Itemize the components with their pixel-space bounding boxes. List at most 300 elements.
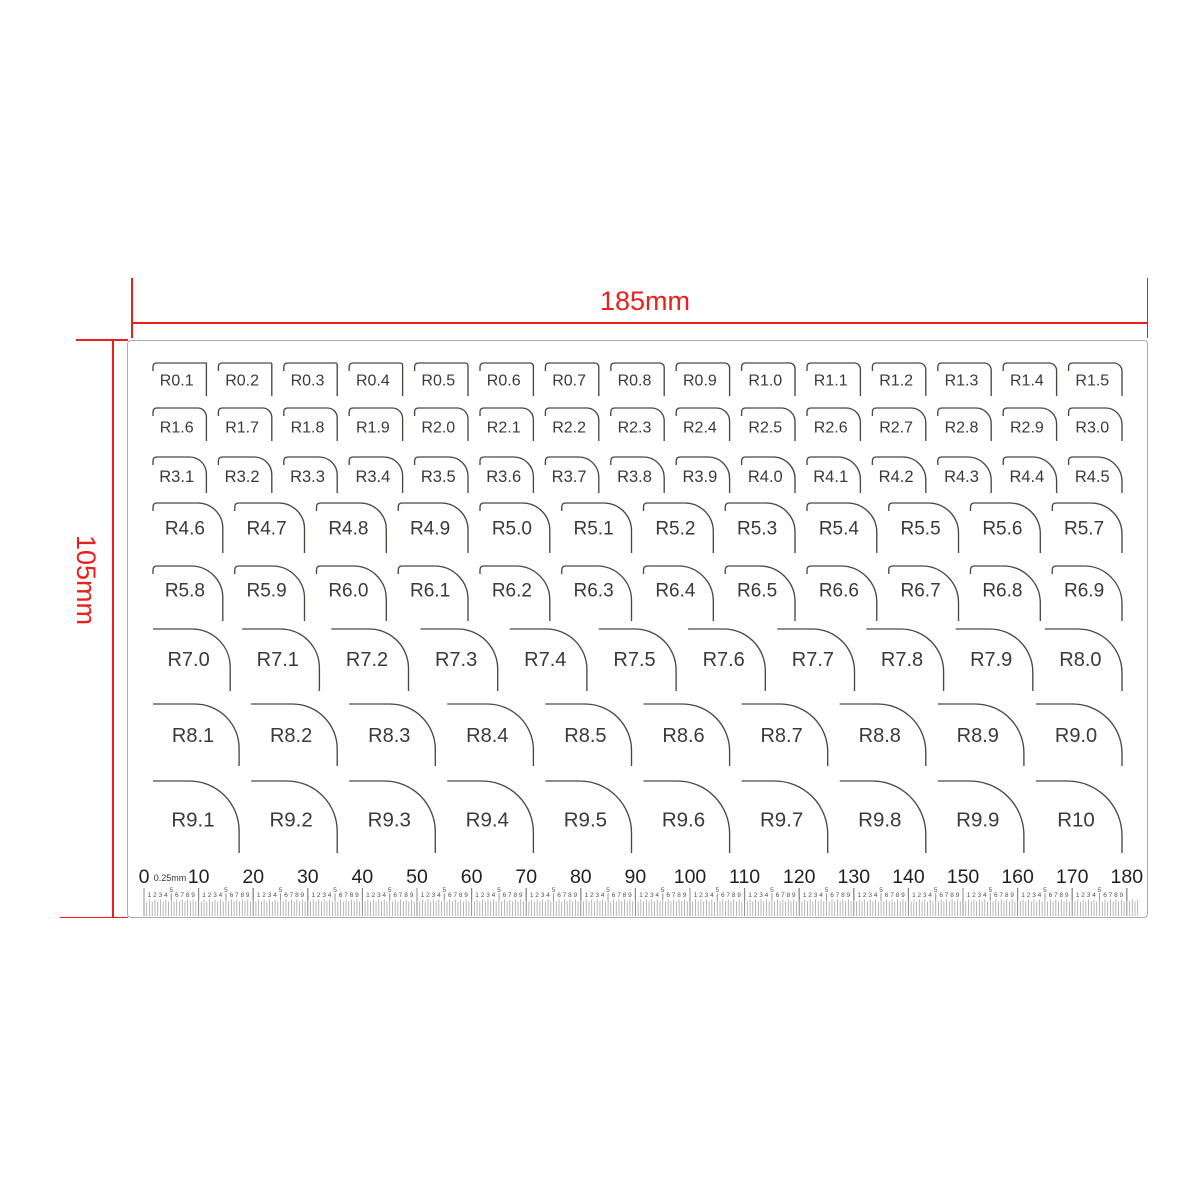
ruler-major-label: 120 [782, 866, 816, 888]
gauge-R5.9 [235, 566, 305, 621]
ruler-mm-digit: 3 [213, 892, 217, 899]
ruler-mm-digit: 4 [655, 892, 660, 899]
ruler-mm-digit: 5 [497, 887, 501, 894]
gauge-R1.7 [218, 408, 271, 441]
gauge-label: R9.4 [465, 808, 509, 832]
ruler-major-label: 0 [138, 866, 150, 888]
gauge-R6.7 [889, 566, 959, 621]
width-dimension-ext-left [131, 278, 133, 338]
gauge-R3.2 [218, 457, 271, 493]
gauge-label: R2.4 [683, 419, 717, 437]
gauge-label: R3.2 [224, 468, 260, 486]
gauge-R0.2 [218, 363, 271, 396]
ruler-major-label: 160 [1001, 866, 1034, 888]
gauge-R7.4 [510, 629, 587, 691]
ruler-mm-digit: 8 [185, 892, 190, 899]
gauge-R0.5 [415, 363, 468, 396]
ruler-mm-digit: 6 [447, 892, 452, 899]
gauge-R3.5 [415, 457, 468, 493]
ruler-mm-digit: 5 [933, 887, 938, 894]
gauge-label: R0.8 [617, 372, 652, 390]
ruler-mm-digit: 7 [780, 892, 785, 899]
gauge-label: R7.5 [613, 649, 656, 671]
ruler-mm-digit: 7 [1108, 892, 1113, 899]
ruler-mm-digit: 5 [169, 887, 174, 894]
gauge-label: R1.3 [944, 372, 979, 390]
radius-template-sheet [127, 340, 1148, 918]
gauge-R3.9 [676, 457, 729, 493]
gauge-R6.3 [562, 566, 632, 621]
ruler-mm-digit: 1 [256, 892, 261, 899]
gauge-R5.1 [562, 503, 632, 553]
ruler-mm-digit: 4 [491, 892, 496, 899]
height-dimension-ext-top [76, 339, 128, 341]
ruler-mm-digit: 9 [464, 892, 468, 899]
ruler-mm-digit: 7 [507, 892, 512, 899]
gauge-label: R3.4 [355, 468, 391, 486]
gauge-label: R1.7 [225, 419, 259, 437]
ruler-mm-digit: 8 [1114, 892, 1118, 899]
gauge-label: R4.3 [944, 468, 979, 486]
gauge-R2.1 [480, 408, 533, 441]
gauge-label: R2.6 [813, 419, 848, 437]
gauge-R5.6 [971, 503, 1041, 553]
gauge-R7.7 [777, 629, 854, 691]
gauge-label: R0.9 [683, 372, 717, 390]
gauge-R8.9 [938, 704, 1024, 766]
ruler-mm-digit: 7 [1053, 892, 1058, 899]
ruler-mm-digit: 6 [393, 892, 398, 899]
gauge-label: R0.3 [290, 372, 325, 390]
gauge-label: R2.7 [879, 419, 913, 437]
ruler-mm-digit: 4 [709, 892, 714, 899]
gauge-label: R8.8 [858, 725, 901, 747]
gauge-label: R1.2 [879, 372, 913, 390]
gauge-R1.4 [1003, 363, 1056, 396]
gauge-label: R1.5 [1075, 372, 1110, 390]
gauge-R4.9 [398, 503, 468, 553]
gauge-R5.0 [480, 503, 550, 553]
ruler-mm-digit: 3 [1032, 892, 1036, 899]
ruler-mm-digit: 5 [551, 887, 556, 894]
ruler-mm-digit: 9 [628, 892, 632, 899]
ruler-mm-digit: 1 [912, 892, 916, 899]
gauge-R5.7 [1052, 503, 1122, 553]
gauge-label: R8.5 [564, 725, 607, 747]
gauge-label: R4.7 [246, 518, 287, 540]
gauge-label: R7.4 [524, 649, 567, 671]
gauge-label: R8.4 [466, 725, 509, 747]
ruler-mm-digit: 6 [338, 892, 343, 899]
gauge-label: R0.4 [356, 372, 390, 390]
ruler-mm-digit: 2 [917, 892, 922, 899]
ruler-mm-digit: 1 [966, 892, 971, 899]
ruler-mm-digit: 7 [289, 892, 294, 899]
ruler-mm-digit: 7 [890, 892, 894, 899]
gauge-R1.3 [938, 363, 991, 396]
ruler-mm-digit: 8 [731, 892, 736, 899]
gauge-R5.4 [807, 503, 877, 553]
ruler-major-label: 30 [296, 866, 319, 888]
gauge-R1.5 [1069, 363, 1122, 396]
gauge-R9.5 [545, 781, 631, 853]
ruler-mm-digit: 6 [884, 892, 889, 899]
gauge-R5.3 [725, 503, 795, 553]
gauge-R4.0 [742, 457, 795, 493]
ruler-mm-digit: 4 [436, 892, 441, 899]
gauge-R3.0 [1069, 408, 1122, 441]
ruler-mm-digit: 6 [174, 892, 179, 899]
ruler-mm-digit: 5 [278, 887, 283, 894]
ruler-mm-digit: 8 [513, 892, 518, 899]
height-dimension-label: 105mm [71, 534, 101, 626]
ruler-mm-digit: 2 [480, 892, 485, 899]
ruler-mm-digit: 6 [1103, 892, 1107, 899]
ruler-mm-digit: 6 [557, 892, 561, 899]
ruler-mm-digit: 8 [622, 892, 627, 899]
gauge-label: R7.7 [791, 649, 835, 671]
gauge-label: R9.5 [563, 808, 608, 832]
ruler-mm-digit: 2 [699, 892, 703, 899]
gauge-label: R7.1 [256, 649, 299, 671]
ruler-mm-digit: 4 [1037, 892, 1042, 899]
gauge-label: R0.2 [225, 372, 259, 390]
ruler-mm-digit: 4 [546, 892, 550, 899]
gauge-label: R6.9 [1064, 580, 1105, 602]
ruler-mm-digit: 3 [704, 892, 709, 899]
gauge-label: R5.3 [737, 518, 778, 540]
ruler-mm-digit: 2 [426, 892, 430, 899]
gauge-label: R5.1 [573, 518, 614, 540]
ruler-mm-digit: 8 [1004, 892, 1009, 899]
ruler-mm-digit: 9 [191, 892, 195, 899]
ruler-mm-digit: 1 [857, 892, 862, 899]
gauge-R9.0 [1036, 704, 1122, 766]
gauge-label: R1.4 [1010, 372, 1044, 390]
ruler-major-label: 90 [624, 866, 647, 888]
gauge-label: R9.2 [269, 808, 313, 832]
ruler-mm-digit: 6 [830, 892, 834, 899]
height-dimension-ext-bottom [60, 917, 128, 919]
ruler-mm-digit: 4 [273, 892, 277, 899]
ruler-mm-digit: 9 [737, 892, 741, 899]
ruler-mm-digit: 4 [163, 892, 168, 899]
gauge-label: R9.0 [1054, 725, 1098, 747]
gauge-label: R5.5 [900, 518, 941, 540]
ruler-major-label: 170 [1055, 866, 1089, 888]
gauge-R8.6 [644, 704, 730, 766]
gauge-R0.7 [545, 363, 598, 396]
ruler-mm-digit: 8 [458, 892, 463, 899]
ruler-mm-digit: 4 [327, 892, 332, 899]
ruler-major-label: 180 [1110, 866, 1144, 888]
gauge-label: R4.4 [1009, 468, 1045, 486]
gauge-label: R3.3 [290, 468, 325, 486]
gauge-R9.2 [251, 781, 337, 853]
ruler-mm-digit: 5 [988, 887, 993, 894]
gauge-R6.8 [971, 566, 1041, 621]
gauge-R1.8 [284, 408, 337, 441]
gauge-R7.0 [153, 629, 230, 691]
gauge-label: R3.5 [420, 468, 456, 486]
gauge-grid-svg [128, 341, 1146, 916]
gauge-label: R1.0 [748, 372, 783, 390]
gauge-label: R8.2 [269, 725, 313, 747]
gauge-label: R6.1 [410, 580, 451, 602]
gauge-label: R2.0 [421, 419, 456, 437]
gauge-label: R6.4 [655, 580, 696, 602]
ruler-mm-digit: 3 [868, 892, 873, 899]
gauge-R2.2 [545, 408, 598, 441]
gauge-R7.5 [599, 629, 676, 691]
gauge-label: R3.1 [159, 468, 195, 486]
ruler-mm-digit: 9 [409, 892, 414, 899]
ruler-mm-digit: 7 [944, 892, 949, 899]
gauge-R3.8 [611, 457, 664, 493]
ruler-mm-digit: 3 [922, 892, 927, 899]
gauge-R9.3 [349, 781, 435, 853]
gauge-label: R5.9 [246, 580, 287, 602]
gauge-R2.6 [807, 408, 860, 441]
gauge-R7.6 [688, 629, 765, 691]
ruler-mm-digit: 1 [693, 892, 698, 899]
gauge-R9.7 [742, 781, 828, 853]
ruler-major-label: 20 [242, 866, 265, 888]
gauge-R4.7 [235, 503, 305, 553]
gauge-R6.0 [317, 566, 387, 621]
gauge-label: R0.6 [486, 372, 521, 390]
ruler-mm-digit: 8 [841, 892, 845, 899]
gauge-R1.9 [349, 408, 402, 441]
ruler-mm-digit: 8 [404, 892, 408, 899]
width-dimension-line [131, 322, 1148, 324]
gauge-label: R0.7 [552, 372, 586, 390]
ruler-mm-digit: 2 [862, 892, 867, 899]
ruler-major-label: 10 [187, 866, 210, 888]
ruler-mm-digit: 4 [982, 892, 987, 899]
gauge-R3.1 [153, 457, 206, 493]
ruler-mm-digit: 1 [147, 892, 152, 899]
ruler-mm-digit: 2 [1026, 892, 1031, 899]
ruler-mm-digit: 5 [770, 887, 774, 894]
gauge-label: R7.9 [970, 649, 1013, 671]
gauge-R6.4 [644, 566, 714, 621]
gauge-label: R4.0 [747, 468, 783, 486]
gauge-label: R2.9 [1010, 419, 1044, 437]
gauge-R7.2 [331, 629, 408, 691]
gauge-label: R6.3 [573, 580, 614, 602]
gauge-R5.5 [889, 503, 959, 553]
gauge-label: R9.6 [661, 808, 706, 832]
ruler-mm-digit: 4 [928, 892, 933, 899]
ruler-mm-digit: 6 [502, 892, 507, 899]
ruler-mm-digit: 3 [649, 892, 654, 899]
gauge-label: R5.8 [164, 580, 205, 602]
ruler-mm-digit: 5 [224, 887, 228, 894]
ruler-mm-digit: 3 [486, 892, 490, 899]
ruler-mm-digit: 2 [153, 892, 157, 899]
ruler-mm-digit: 1 [420, 892, 425, 899]
ruler-mm-digit: 5 [715, 887, 720, 894]
ruler-major-label: 80 [569, 866, 592, 888]
gauge-R2.7 [872, 408, 925, 441]
ruler-mm-digit: 4 [218, 892, 223, 899]
ruler-mm-digit: 6 [666, 892, 671, 899]
gauge-R6.2 [480, 566, 550, 621]
ruler-mm-digit: 5 [879, 887, 883, 894]
gauge-R3.4 [349, 457, 402, 493]
gauge-R6.5 [725, 566, 795, 621]
gauge-R9.4 [447, 781, 533, 853]
ruler-major-label: 140 [892, 866, 925, 888]
ruler-major-label: 100 [673, 866, 707, 888]
ruler-mm-digit: 4 [873, 892, 878, 899]
gauge-label: R4.1 [813, 468, 849, 486]
ruler-mm-digit: 5 [606, 887, 610, 894]
gauge-label: R0.1 [159, 372, 194, 390]
gauge-R4.1 [807, 457, 860, 493]
gauge-R4.4 [1003, 457, 1056, 493]
ruler-mm-digit: 5 [387, 887, 392, 894]
ruler-mm-digit: 9 [791, 892, 796, 899]
gauge-R0.1 [153, 363, 206, 396]
ruler-mm-digit: 1 [1075, 892, 1080, 899]
ruler-mm-digit: 8 [677, 892, 681, 899]
gauge-R7.8 [866, 629, 943, 691]
ruler-major-label: 110 [729, 866, 761, 888]
ruler-mm-digit: 2 [207, 892, 212, 899]
gauge-label: R7.3 [434, 649, 478, 671]
ruler-mm-digit: 9 [901, 892, 905, 899]
ruler-major-label: 150 [946, 866, 980, 888]
ruler-mm-digit: 8 [895, 892, 900, 899]
gauge-R2.4 [676, 408, 729, 441]
ruler-mm-digit: 9 [573, 892, 578, 899]
ruler-major-label: 130 [837, 866, 871, 888]
gauge-label: R9.9 [956, 808, 1000, 832]
gauge-label: R2.8 [944, 419, 979, 437]
gauge-label: R6.6 [818, 580, 859, 602]
ruler-mm-digit: 8 [568, 892, 572, 899]
gauge-label: R5.0 [491, 518, 532, 540]
gauge-label: R5.6 [982, 518, 1023, 540]
ruler-mm-digit: 1 [584, 892, 589, 899]
gauge-R7.1 [242, 629, 319, 691]
gauge-label: R9.8 [858, 808, 902, 832]
ruler-mm-digit: 4 [600, 892, 605, 899]
ruler-mm-digit: 3 [595, 892, 600, 899]
gauge-R7.3 [421, 629, 498, 691]
ruler-mm-digit: 9 [682, 892, 687, 899]
gauge-label: R8.1 [171, 725, 215, 747]
gauge-R0.4 [349, 363, 402, 396]
gauge-label: R5.7 [1064, 518, 1105, 540]
ruler-mm-digit: 2 [589, 892, 594, 899]
gauge-R3.3 [284, 457, 337, 493]
gauge-label: R2.2 [552, 419, 586, 437]
ruler-mm-digit: 2 [972, 892, 976, 899]
ruler-mm-digit: 2 [1081, 892, 1085, 899]
ruler-mm-digit: 1 [748, 892, 752, 899]
ruler-mm-digit: 2 [644, 892, 649, 899]
gauge-R5.8 [153, 566, 223, 621]
gauge-R7.9 [956, 629, 1033, 691]
ruler-mm-digit: 1 [202, 892, 206, 899]
gauge-R1.2 [872, 363, 925, 396]
gauge-R9.1 [153, 781, 239, 853]
gauge-R8.7 [742, 704, 828, 766]
gauge-label: R9.1 [171, 808, 215, 832]
gauge-label: R4.6 [164, 518, 205, 540]
gauge-label: R7.6 [702, 649, 745, 671]
ruler-mm-digit: 8 [240, 892, 245, 899]
gauge-label: R6.2 [491, 580, 532, 602]
ruler-mm-digit: 3 [1086, 892, 1091, 899]
ruler-mm-digit: 9 [355, 892, 359, 899]
gauge-R1.1 [807, 363, 860, 396]
ruler-mm-digit: 8 [1059, 892, 1064, 899]
gauge-label: R7.2 [345, 649, 389, 671]
ruler-mm-digit: 7 [671, 892, 676, 899]
ruler-mm-digit: 9 [300, 892, 305, 899]
ruler-mm-digit: 9 [245, 892, 250, 899]
ruler-mm-digit: 4 [382, 892, 387, 899]
ruler-mm-digit: 9 [955, 892, 960, 899]
gauge-label: R8.9 [956, 725, 999, 747]
ruler-mm-digit: 2 [262, 892, 266, 899]
ruler-mm-digit: 2 [371, 892, 376, 899]
ruler-mm-digit: 6 [284, 892, 288, 899]
gauge-label: R2.5 [748, 419, 783, 437]
ruler-mm-digit: 5 [660, 887, 665, 894]
ruler-mm-digit: 9 [518, 892, 523, 899]
ruler-mm-digit: 5 [1043, 887, 1047, 894]
ruler-mm-digit: 8 [950, 892, 954, 899]
gauge-R2.8 [938, 408, 991, 441]
gauge-label: R1.9 [356, 419, 390, 437]
gauge-R6.1 [398, 566, 468, 621]
ruler-mm-digit: 6 [720, 892, 725, 899]
gauge-R8.1 [153, 704, 239, 766]
ruler-mm-digit: 1 [366, 892, 370, 899]
gauge-label: R4.5 [1074, 468, 1110, 486]
gauge-R5.2 [644, 503, 714, 553]
ruler-mm-digit: 7 [234, 892, 239, 899]
gauge-R0.9 [676, 363, 729, 396]
ruler-mm-digit: 2 [535, 892, 539, 899]
gauge-label: R8.0 [1059, 649, 1102, 671]
gauge-R9.8 [840, 781, 926, 853]
ruler-mm-digit: 7 [835, 892, 840, 899]
gauge-R8.8 [840, 704, 926, 766]
gauge-label: R3.9 [682, 468, 718, 486]
ruler-mm-digit: 7 [398, 892, 403, 899]
gauge-R4.6 [153, 503, 223, 553]
ruler [139, 866, 1144, 916]
gauge-label: R3.7 [551, 468, 587, 486]
ruler-mm-digit: 9 [1119, 892, 1124, 899]
ruler-mm-digit: 4 [819, 892, 823, 899]
ruler-major-label: 70 [515, 866, 538, 888]
ruler-mm-digit: 8 [295, 892, 299, 899]
gauge-R9.6 [644, 781, 730, 853]
ruler-mm-digit: 7 [180, 892, 185, 899]
ruler-mm-digit: 5 [333, 887, 337, 894]
gauge-label: R8.7 [760, 725, 803, 747]
ruler-major-label: 50 [406, 866, 428, 888]
gauge-label: R6.0 [328, 580, 369, 602]
ruler-mm-digit: 8 [786, 892, 791, 899]
